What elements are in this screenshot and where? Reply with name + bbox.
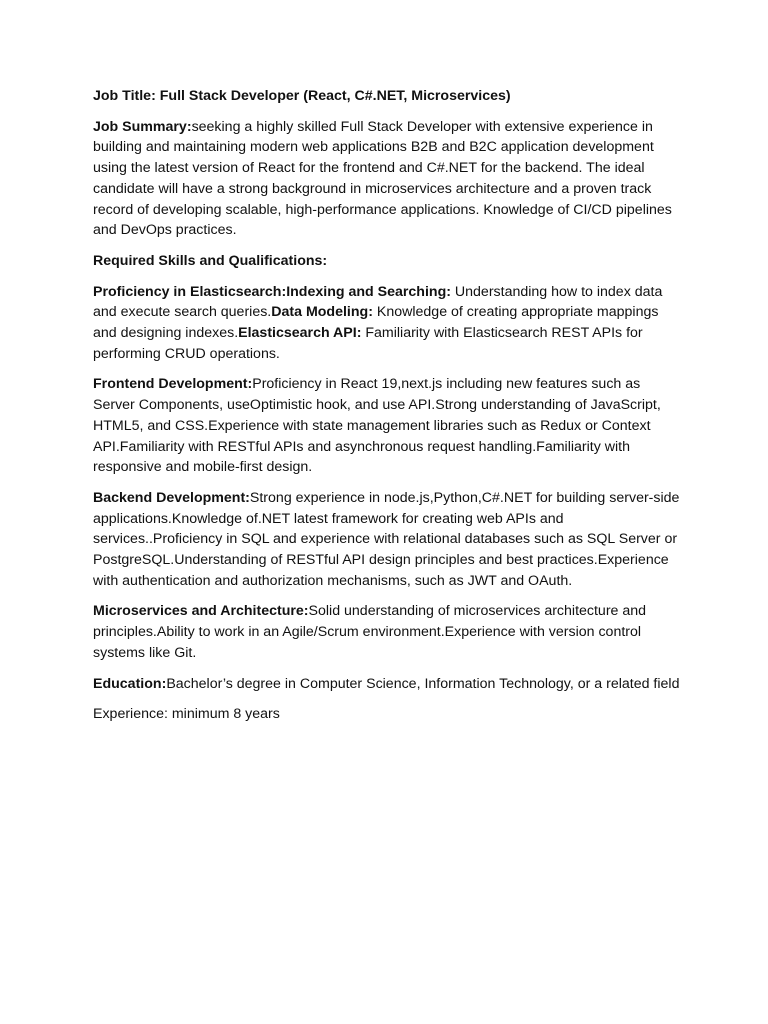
job-summary-paragraph: [93, 117, 683, 241]
job-summary-text: seeking a highly skilled Full Stack Developer with extensive experience in building and maintaining modern web applications B2B and B2C application development using the latest version of React for the frontend and C#.NET for the backend. The ideal candidate will have a strong background in microservices architecture and a proven track record of developing scalable, high-performance applications. Knowledge of CI/CD pipelines and DevOps practices.: [93, 118, 672, 239]
education-label: Education:: [93, 675, 167, 692]
job-summary-label: Job Summary:: [93, 118, 192, 135]
elasticsearch-paragraph: [93, 282, 683, 365]
education-paragraph: [93, 674, 683, 695]
microservices-text: Solid understanding of microservices architecture and principles.Ability to work in an Agile/Scrum environment.Experience with version control systems like Git.: [93, 603, 647, 661]
backend-paragraph: [93, 488, 683, 592]
document-page: [93, 86, 683, 735]
elasticsearch-api-text: Familiarity with Elasticsearch REST APIs for performing CRUD operations.: [93, 325, 643, 362]
frontend-paragraph: [93, 374, 683, 478]
backend-text: Strong experience in node.js,Python,C#.NET for building server-side applications.Knowledge of.NET latest framework for creating web APIs and services..Proficiency in SQL and experience with relational databases such as SQL Server or PostgreSQL.Understanding of RESTful API design principles and best practices.Experience with authentication and authorization mechanisms, such as JWT and OAuth.: [93, 489, 680, 589]
data-modeling-label: Data Modeling:: [271, 304, 373, 321]
elasticsearch-label: Proficiency in Elasticsearch:: [93, 283, 287, 300]
data-modeling-text: Knowledge of creating appropriate mappings and designing indexes.: [93, 304, 659, 342]
microservices-label: Microservices and Architecture:: [93, 603, 309, 620]
experience-line: Experience: minimum 8 years: [93, 706, 280, 723]
frontend-text: Proficiency in React 19,next.js including new features such as Server Components, useOptimistic hook, and use API.Strong understanding of JavaScript, HTML5, and CSS.Experience with state management libraries such as Redux or Context API.Familiarity with RESTful APIs and asynchronous request handling.Familiarity with responsive and mobile-first design.: [93, 376, 661, 476]
required-skills-heading: Required Skills and Qualifications:: [93, 252, 328, 269]
microservices-paragraph: [93, 601, 683, 663]
frontend-label: Frontend Development:: [93, 376, 253, 393]
job-title: Job Title: Full Stack Developer (React, C#.NET, Microservices): [93, 88, 511, 104]
indexing-label: Indexing and Searching:: [286, 283, 451, 300]
backend-label: Backend Development:: [93, 489, 250, 506]
education-text: Bachelor’s degree in Computer Science, Information Technology, or a related field: [166, 675, 680, 692]
indexing-text: Understanding how to index data and execute search queries.: [93, 283, 663, 321]
elasticsearch-api-label: Elasticsearch API:: [238, 325, 362, 342]
